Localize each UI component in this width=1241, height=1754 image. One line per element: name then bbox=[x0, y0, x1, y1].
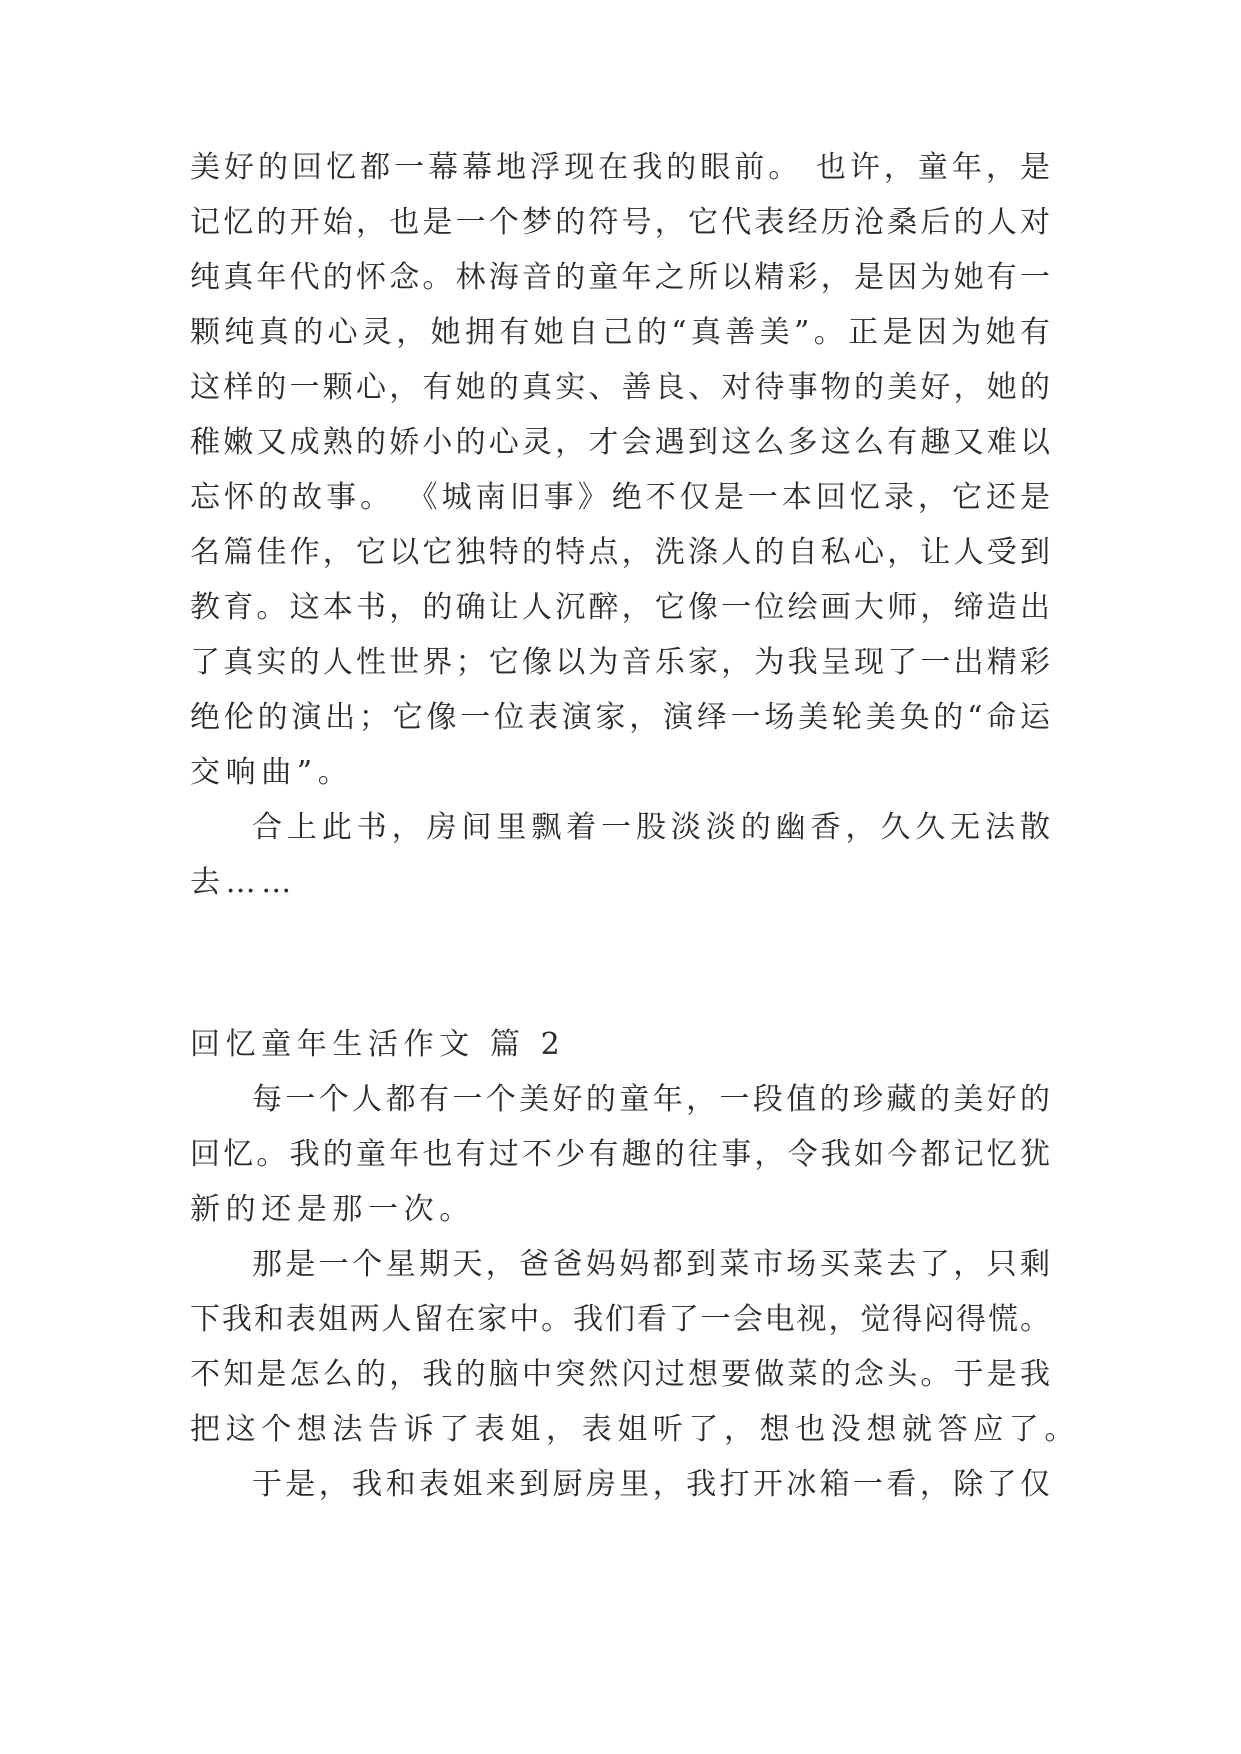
paragraph-line: 那是一个星期天，爸爸妈妈都到菜市场买菜去了，只剩 bbox=[252, 1247, 1050, 1282]
paragraph-line: 新的还是那一次。 bbox=[190, 1192, 475, 1227]
paragraph-line: 把这个想法告诉了表姐，表姐听了，想也没想就答应了。 bbox=[190, 1412, 1080, 1447]
paragraph-line: 记忆的开始，也是一个梦的符号，它代表经历沧桑后的人对 bbox=[190, 205, 1050, 240]
paragraph-line: 合上此书，房间里飘着一股淡淡的幽香，久久无法散 bbox=[252, 810, 1050, 845]
paragraph-line: 于是，我和表姐来到厨房里，我打开冰箱一看，除了仅 bbox=[252, 1467, 1050, 1502]
paragraph-line: 不知是怎么的，我的脑中突然闪过想要做菜的念头。于是我 bbox=[190, 1357, 1050, 1392]
paragraph-line: 美好的回忆都一幕幕地浮现在我的眼前。 也许，童年，是 bbox=[190, 150, 1050, 185]
paragraph-line: 教育。这本书，的确让人沉醉，它像一位绘画大师，缔造出 bbox=[190, 590, 1050, 625]
paragraph-line: 稚嫩又成熟的娇小的心灵，才会遇到这么多这么有趣又难以 bbox=[190, 425, 1050, 460]
paragraph-line: 回忆。我的童年也有过不少有趣的往事，令我如今都记忆犹 bbox=[190, 1137, 1050, 1172]
paragraph-line: 了真实的人性世界；它像以为音乐家，为我呈现了一出精彩 bbox=[190, 645, 1050, 680]
paragraph-line: 去…… bbox=[190, 865, 297, 900]
paragraph-line: 颗纯真的心灵，她拥有她自己的“真善美”。正是因为她有 bbox=[190, 315, 1050, 350]
paragraph-line: 下我和表姐两人留在家中。我们看了一会电视，觉得闷得慌。 bbox=[190, 1302, 1050, 1337]
paragraph-line: 交响曲”。 bbox=[190, 755, 354, 790]
paragraph-line: 绝伦的演出；它像一位表演家，演绎一场美轮美奂的“命运 bbox=[190, 700, 1050, 735]
paragraph-line: 纯真年代的怀念。林海音的童年之所以精彩，是因为她有一 bbox=[190, 260, 1050, 295]
paragraph-line: 忘怀的故事。 《城南旧事》绝不仅是一本回忆录，它还是 bbox=[190, 480, 1050, 515]
paragraph-line: 每一个人都有一个美好的童年，一段值的珍藏的美好的 bbox=[252, 1082, 1050, 1117]
paragraph-line: 名篇佳作，它以它独特的特点，洗涤人的自私心，让人受到 bbox=[190, 535, 1050, 570]
section-heading: 回忆童年生活作文 篇 2 bbox=[190, 1027, 566, 1062]
paragraph-line: 这样的一颗心，有她的真实、善良、对待事物的美好，她的 bbox=[190, 370, 1050, 405]
